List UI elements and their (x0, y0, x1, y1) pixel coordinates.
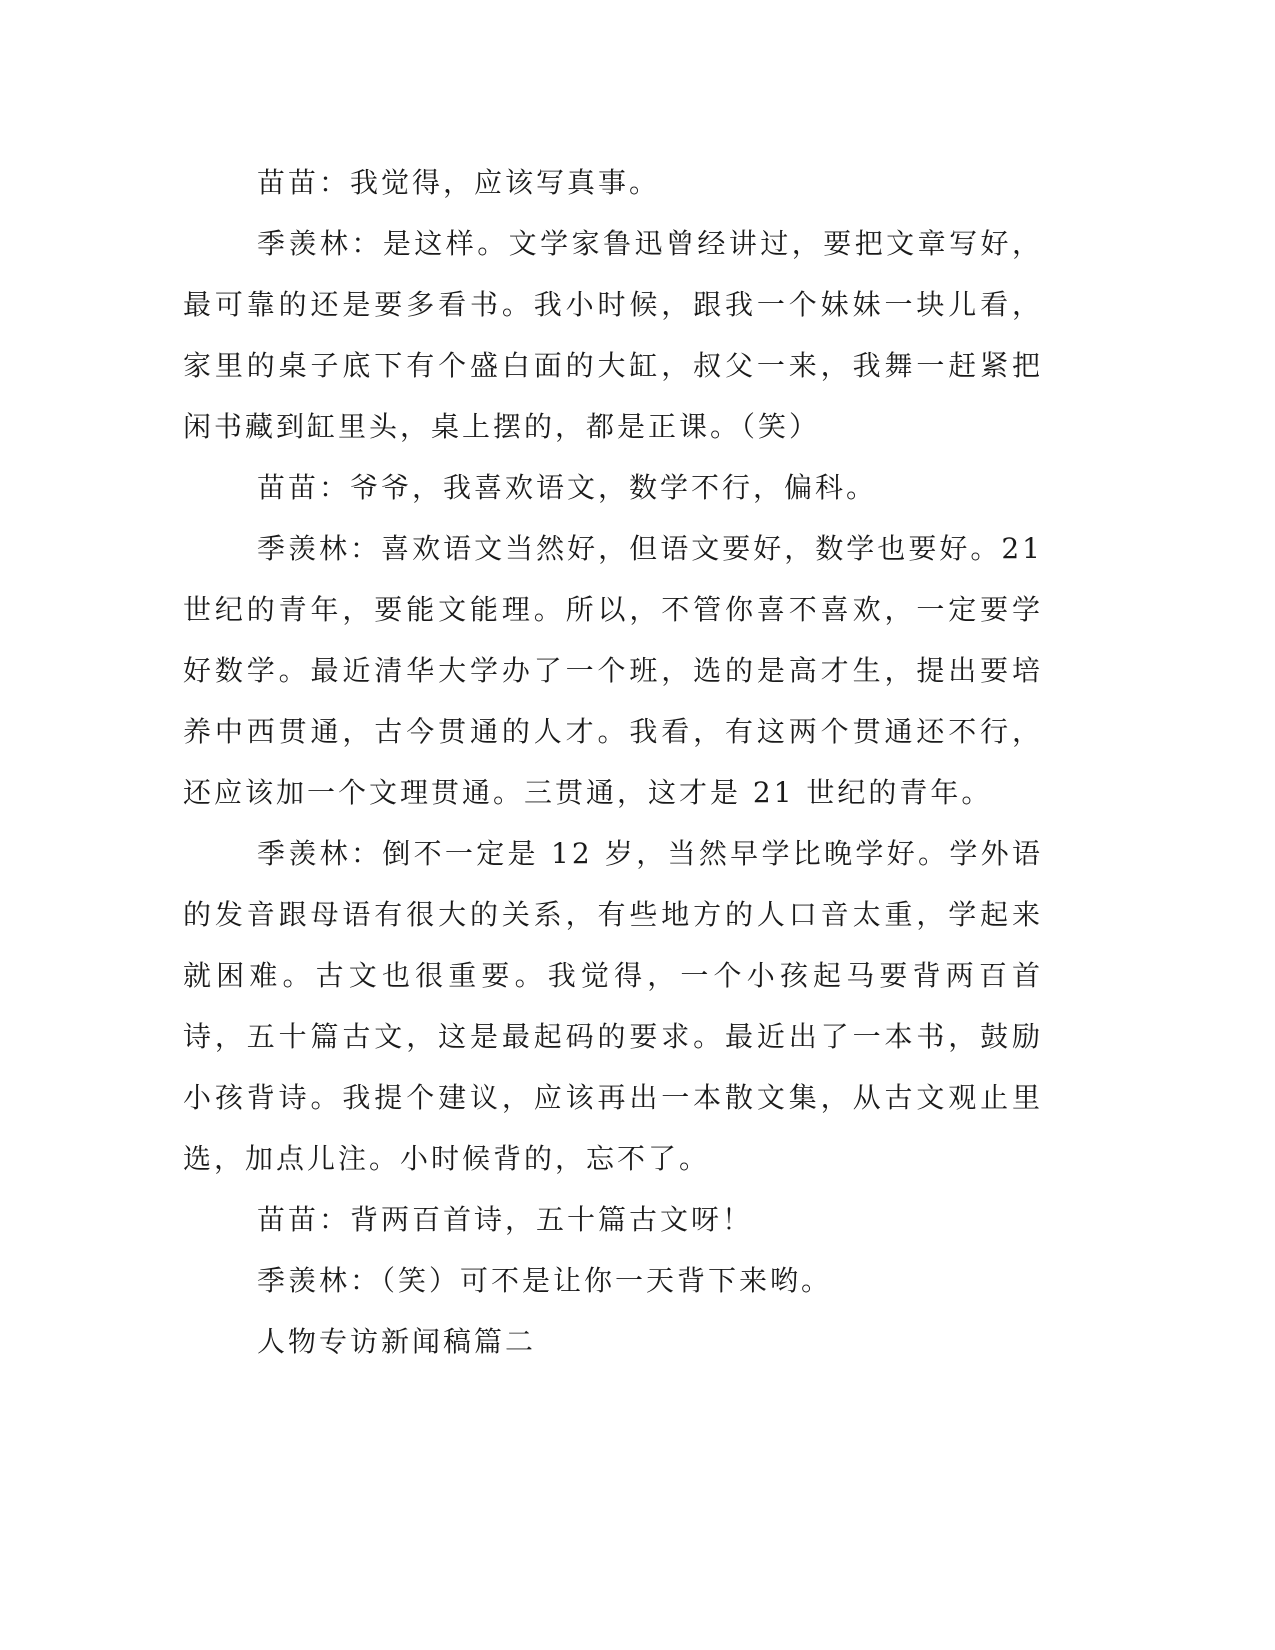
dialogue-paragraph-6: 苗苗：背两百首诗，五十篇古文呀！ (257, 1203, 754, 1236)
dialogue-paragraph-3: 苗苗：爷爷，我喜欢语文，数学不行，偏科。 (257, 471, 878, 504)
dialogue-paragraph-2: 季羡林：是这样。文学家鲁迅曾经讲过，要把文章写好，最可靠的还是要多看书。我小时候，跟我一个妹妹一块儿看，家里的桌子底下有个盛白面的大缸，叔父一来，我舞一赶紧把闲书藏到缸里头，桌上摆的，都是正课。（笑） (183, 227, 1043, 443)
dialogue-paragraph-4: 季羡林：喜欢语文当然好，但语文要好，数学也要好。21 世纪的青年，要能文能理。所以，不管你喜不喜欢，一定要学好数学。最近清华大学办了一个班，选的是高才生，提出要培养中西贯通，古今贯通的人才。我看，有这两个贯通还不行，还应该加一个文理贯通。三贯通，这才是 21 世纪的青年。 (183, 532, 1043, 809)
section-heading: 人物专访新闻稿篇二 (257, 1325, 537, 1358)
dialogue-paragraph-5: 季羡林：倒不一定是 12 岁，当然早学比晚学好。学外语的发音跟母语有很大的关系，有些地方的人口音太重，学起来就困难。古文也很重要。我觉得，一个小孩起马要背两百首诗，五十篇古文，这是最起码的要求。最近出了一本书，鼓励小孩背诗。我提个建议，应该再出一本散文集，从古文观止里选，加点儿注。小时候背的，忘不了。 (183, 837, 1043, 1175)
dialogue-paragraph-1: 苗苗：我觉得，应该写真事。 (257, 166, 661, 199)
dialogue-paragraph-7: 季羡林：（笑）可不是让你一天背下来哟。 (257, 1264, 833, 1297)
document-body (183, 152, 1043, 1372)
